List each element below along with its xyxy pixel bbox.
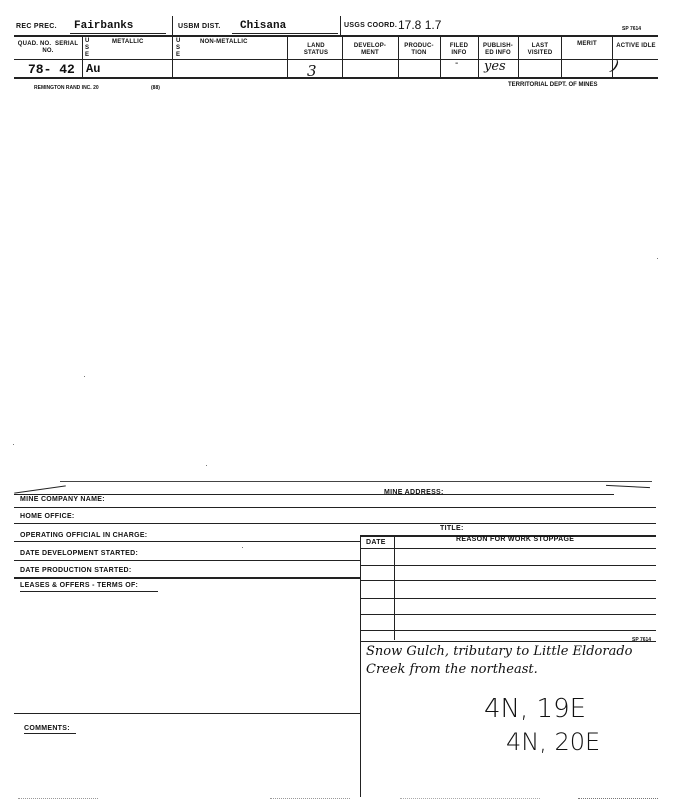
col-published-info: PUBLISH-ED INFO bbox=[483, 43, 513, 56]
metallic-value: Au bbox=[86, 62, 101, 76]
col-filed-info: FILED INFO bbox=[449, 43, 469, 56]
leases-offers-label: LEASES & OFFERS - TERMS OF: bbox=[20, 582, 139, 589]
date-production-label: DATE PRODUCTION STARTED: bbox=[20, 567, 132, 574]
operating-official-label: OPERATING OFFICIAL IN CHARGE: bbox=[20, 532, 148, 539]
land-status-value: 3 bbox=[307, 62, 317, 80]
department-name: TERRITORIAL DEPT. OF MINES bbox=[508, 82, 598, 88]
col-land-status: LAND STATUS bbox=[303, 43, 329, 56]
handwritten-note-line2: Creek from the northeast. bbox=[366, 662, 538, 677]
usbm-dist-value: Chisana bbox=[240, 20, 287, 32]
home-office-label: HOME OFFICE: bbox=[20, 513, 75, 520]
col-last-visited: LAST VISITED bbox=[527, 43, 553, 56]
col-metallic: METALLIC bbox=[112, 39, 144, 45]
col-quad-serial: QUAD. NO. SERIAL NO. bbox=[17, 41, 79, 54]
form-code: SP 7614 bbox=[622, 26, 642, 32]
rec-prec-value: Fairbanks bbox=[74, 20, 134, 32]
col-merit: MERIT bbox=[577, 41, 597, 47]
col-active-idle: ACTIVE IDLE bbox=[616, 43, 656, 49]
handwritten-note-line1: Snow Gulch, tributary to Little Eldorado bbox=[366, 644, 633, 659]
filed-info-value: - bbox=[455, 58, 459, 69]
published-info-value: yes bbox=[484, 59, 506, 74]
col-nonmetallic-use: U S E bbox=[176, 38, 181, 58]
date-column-header: DATE bbox=[366, 539, 386, 546]
mine-address-label: MINE ADDRESS: bbox=[384, 489, 444, 496]
col-nonmetallic: NON-METALLIC bbox=[200, 39, 248, 45]
active-idle-mark: ) bbox=[608, 55, 622, 76]
printer-note: REMINGTON RAND INC. 20 bbox=[34, 85, 99, 91]
reason-column-header: REASON FOR WORK STOPPAGE bbox=[456, 536, 575, 543]
rec-prec-label: REC PREC. bbox=[16, 23, 57, 30]
handwritten-coord-line2: 4N, 20E bbox=[506, 728, 601, 756]
usgs-coord-label: USGS COORD. bbox=[344, 22, 398, 29]
usgs-coord-value: 17.8 1.7 bbox=[398, 18, 442, 32]
handwritten-coord-line1: 4N, 19E bbox=[484, 694, 587, 724]
col-metallic-use: U S E bbox=[85, 38, 90, 58]
bottom-form-code: SP 7614 bbox=[632, 637, 652, 643]
title-label: TITLE: bbox=[440, 525, 464, 532]
comments-label: COMMENTS: bbox=[24, 725, 70, 732]
printer-code: (88) bbox=[151, 85, 160, 91]
quad-serial-value: 78- 42 bbox=[28, 62, 75, 77]
col-development: DEVELOP-MENT bbox=[353, 43, 387, 56]
col-production: PRODUC-TION bbox=[404, 43, 434, 56]
date-development-label: DATE DEVELOPMENT STARTED: bbox=[20, 550, 139, 557]
usbm-dist-label: USBM DIST. bbox=[178, 23, 221, 30]
mine-company-name-label: MINE COMPANY NAME: bbox=[20, 496, 105, 503]
